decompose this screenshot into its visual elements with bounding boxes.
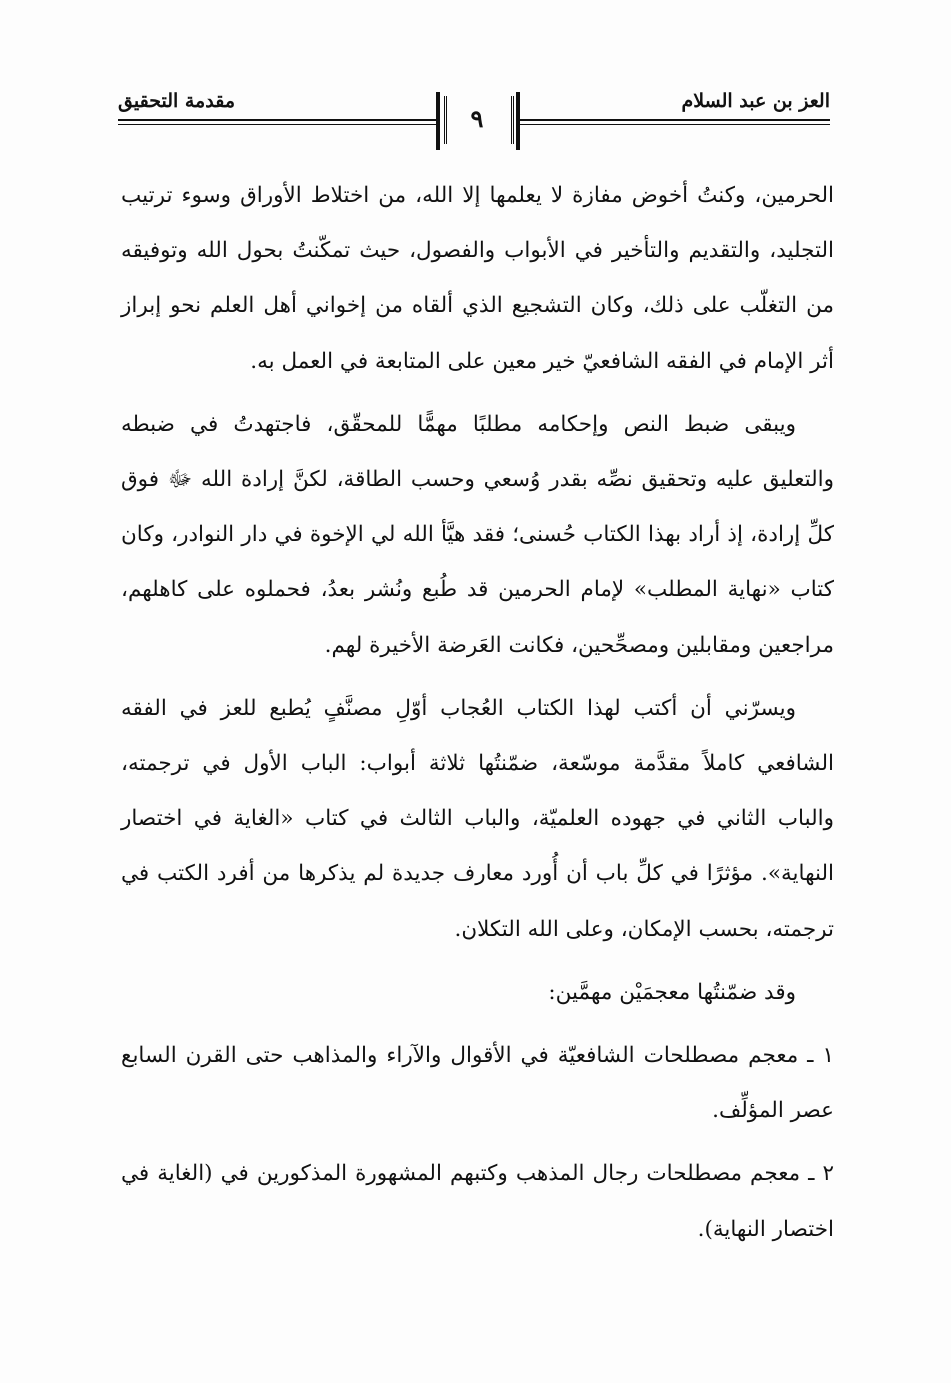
- page-box-bar-right: [516, 92, 520, 150]
- header-rule-right-thin: [516, 124, 830, 125]
- running-header: [118, 86, 830, 156]
- body-text: [121, 168, 834, 1257]
- page-box-bar-left: [436, 92, 440, 150]
- header-rule-right: [516, 119, 830, 121]
- section-title: مقدمة التحقيق: [118, 90, 235, 112]
- header-rule-left-thin: [118, 124, 440, 125]
- list-item-2: ٢ ـ معجم مصطلحات رجال المذهب وكتبهم المشهورة المذكورين في (الغاية في اختصار النهاية).: [121, 1161, 834, 1242]
- paragraph-1: الحرمين، وكنتُ أخوض مفازة لا يعلمها إلا الله، من اختلاط الأوراق وسوء ترتيب التجليد، والتقديم والتأخير في الأبواب والفصول، حيث تمكّنتُ بحول الله وتوفيقه من التغلّب على ذلك، وكان التشجيع الذي ألقاه من إخواني أهل العلم نحو إبراز أثر الإمام في الفقه الشافعيّ خير معين على المتابعة في العمل به.: [121, 183, 834, 374]
- paragraph-2: ويبقى ضبط النص وإحكامه مطلبًا مهمًّا للمحقّق، فاجتهدتُ في ضبطه والتعليق عليه وتحقيق نصِّه بقدر وُسعي وحسب الطاقة، لكنَّ إرادة الله ﷻ فوق كلِّ إرادة، إذ أراد بهذا الكتاب حُسنى؛ فقد هيَّأ الله لي الإخوة في دار النوادر، وكان كتاب «نهاية المطلب» لإمام الحرمين قد طُبع ونُشر بعدُ، فحملوه على كاهلهم، مراجعين ومقابلين ومصحِّحين، فكانت العَرضة الأخيرة لهم.: [121, 411, 834, 658]
- list-item-1: ١ ـ معجم مصطلحات الشافعيّة في الأقوال والآراء والمذاهب حتى القرن السابع عصر المؤلِّف.: [121, 1043, 834, 1124]
- paragraph-4: وقد ضمّنتُها معجمَيْن مهمَّين:: [548, 979, 796, 1005]
- header-rule-left: [118, 119, 440, 121]
- page-number-box: [436, 92, 520, 150]
- page-number: ٩: [470, 104, 484, 133]
- paragraph-3: ويسرّني أن أكتب لهذا الكتاب العُجاب أوّلِ مصنَّفٍ يُطبع للعز في الفقه الشافعي كاملاً مقدَّمة موسّعة، ضمّنتُها ثلاثة أبواب: الباب الأول في ترجمته، والباب الثاني في جهوده العلميّة، والباب الثالث في كتاب «الغاية في اختصار النهاية». مؤثرًا في كلِّ باب أن أُورد معارف جديدة لم يذكرها من أفرد الكتب في ترجمته، بحسب الإمكان، وعلى الله التكلان.: [121, 695, 834, 942]
- book-author-title: العز بن عبد السلام: [681, 90, 830, 112]
